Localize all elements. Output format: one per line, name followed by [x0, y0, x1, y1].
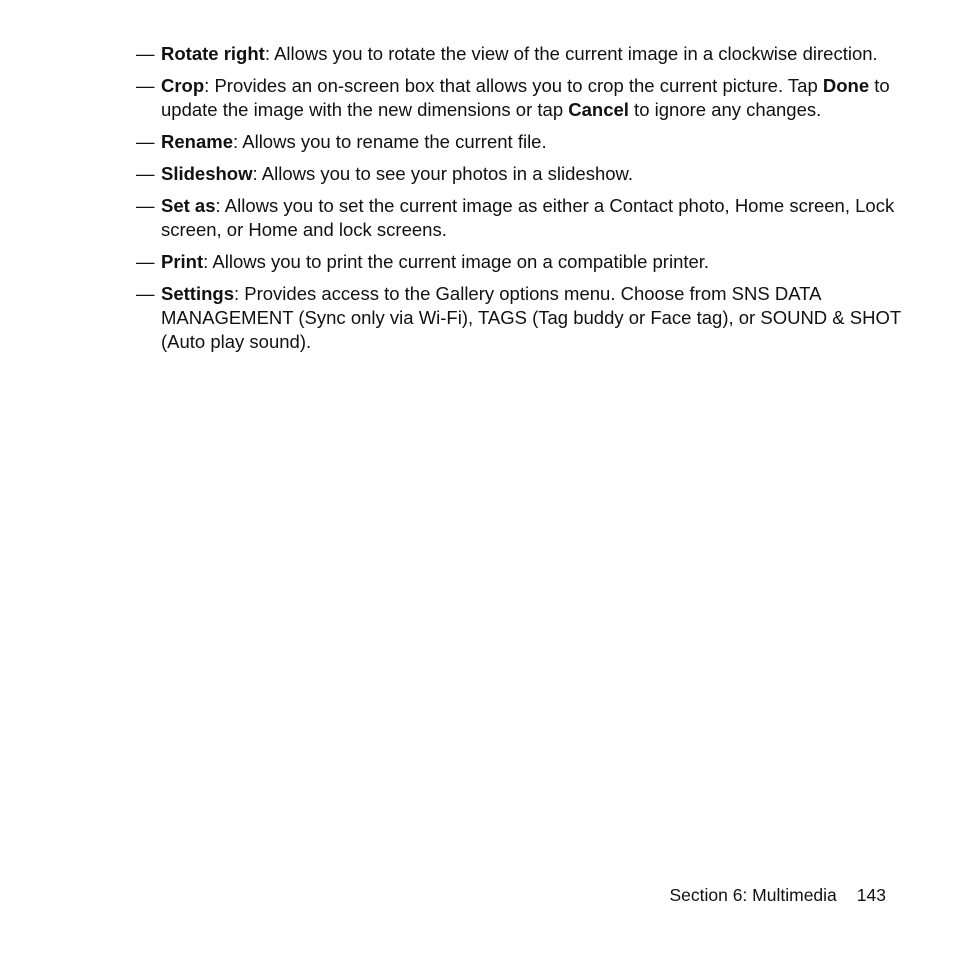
dash-bullet: — [136, 75, 155, 96]
section-label: Section 6: Multimedia [669, 885, 837, 905]
item-description: to ignore any changes. [628, 99, 822, 120]
item-text [161, 74, 916, 122]
item-term: Settings [161, 283, 234, 304]
dash-bullet: — [136, 251, 155, 272]
list-item-set-as [136, 194, 916, 242]
item-term: Rename [161, 131, 233, 152]
item-text [161, 42, 916, 66]
item-description: : Provides an on-screen box that allows you to crop the current picture. Tap [204, 75, 823, 96]
item-text [161, 162, 916, 186]
item-description: to update the image with the new dimensions or tap [161, 75, 890, 120]
item-description: : Provides access to the Gallery options menu. Choose from SNS DATA MANAGEMENT (Sync only via Wi-Fi), TAGS (Tag buddy or Face tag), or SOUND & SHOT (Auto play sound). [161, 283, 901, 352]
list-item-slideshow [136, 162, 916, 186]
list-item-rename [136, 130, 916, 154]
item-term: Crop [161, 75, 205, 96]
page-number: 143 [856, 885, 886, 905]
item-description: : Allows you to print the current image on a compatible printer. [203, 251, 710, 272]
item-description: : Allows you to set the current image as either a Contact photo, Home screen, Lock screen, or Home and lock screens. [161, 195, 895, 240]
dash-bullet: — [136, 43, 155, 64]
item-description: : Allows you to see your photos in a slideshow. [252, 163, 633, 184]
dash-bullet: — [136, 163, 155, 184]
keyword-cancel: Cancel [568, 99, 629, 120]
list-item-crop [136, 74, 916, 122]
item-term: Rotate right [161, 43, 265, 64]
item-description: : Allows you to rename the current file. [232, 131, 547, 152]
page-footer [669, 883, 886, 907]
item-text [161, 282, 916, 354]
item-term: Print [161, 251, 204, 272]
keyword-done: Done [822, 75, 870, 96]
item-text [161, 250, 916, 274]
dash-bullet: — [136, 283, 155, 304]
item-text [161, 194, 916, 242]
item-term: Slideshow [161, 163, 253, 184]
dash-bullet: — [136, 131, 155, 152]
list-item-print [136, 250, 916, 274]
list-item-rotate-right [136, 42, 916, 66]
item-term: Set as [161, 195, 216, 216]
menu-options-list [136, 42, 916, 362]
dash-bullet: — [136, 195, 155, 216]
item-text [161, 130, 916, 154]
item-description: : Allows you to rotate the view of the current image in a clockwise direction. [264, 43, 878, 64]
list-item-settings [136, 282, 916, 354]
